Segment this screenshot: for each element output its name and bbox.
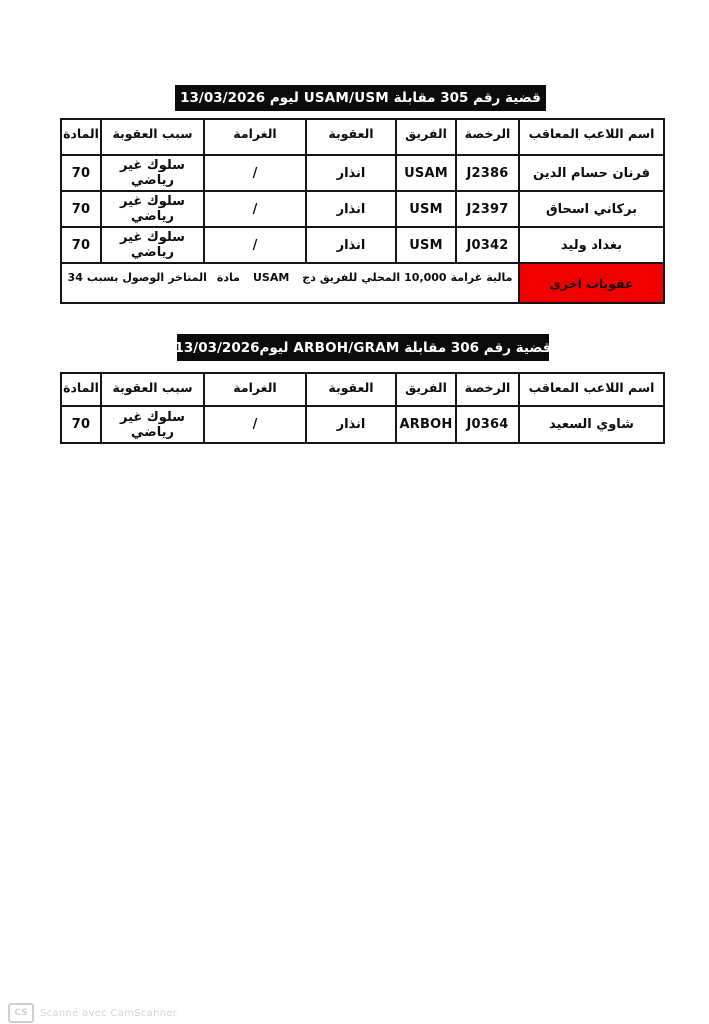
table-row: [61, 406, 664, 443]
token: بسبب: [86, 271, 119, 284]
camscanner-watermark-text: Scanné avec CamScanner: [40, 1007, 178, 1019]
cell-license: J2397: [456, 191, 519, 227]
token: المتاخر: [168, 271, 207, 284]
other-penalties-label: عقوبات اخرى: [519, 263, 664, 303]
token: غرامة: [450, 271, 483, 284]
case-305-title: قضية رقم 305 مقابلة USAM/USM ليوم 13/03/2026: [180, 90, 541, 106]
cell-license: J2386: [456, 155, 519, 191]
cell-reason: سلوك غير رياضي: [101, 406, 204, 443]
token: المحلي: [361, 271, 401, 284]
case-306-penalties-table: [60, 372, 665, 444]
token-team-code: USAM: [252, 271, 290, 284]
header-penalty: العقوبة: [306, 119, 396, 155]
cell-player-name: شاوي السعيد: [519, 406, 664, 443]
header-reason: سبب العقوبة: [101, 119, 204, 155]
token: مالية: [486, 271, 513, 284]
table-row: [61, 227, 664, 263]
cell-fine: /: [204, 191, 306, 227]
cell-team: USAM: [396, 155, 456, 191]
cell-article: 70: [61, 406, 101, 443]
case-306-title: قضية رقم 306 مقابلة ARBOH/GRAM ليوم13/03/2026: [174, 339, 552, 356]
camscanner-logo-icon: CS: [8, 1003, 34, 1023]
cell-article: 70: [61, 191, 101, 227]
table-row: [61, 155, 664, 191]
token: دج: [302, 271, 316, 284]
cell-reason: سلوك غير رياضي: [101, 155, 204, 191]
cell-license: J0342: [456, 227, 519, 263]
header-team: الفريق: [396, 373, 456, 406]
cell-team: ARBOH: [396, 406, 456, 443]
case-306-title-bar: [174, 334, 552, 361]
cell-penalty: انذار: [306, 155, 396, 191]
token: مادة: [216, 271, 240, 284]
cell-article: 70: [61, 227, 101, 263]
header-player-name: اسم اللاعب المعاقب: [519, 373, 664, 406]
case-305-penalties-table: [60, 118, 665, 304]
cell-fine: /: [204, 406, 306, 443]
cell-player-name: فرنان حسام الدين: [519, 155, 664, 191]
header-penalty: العقوبة: [306, 373, 396, 406]
header-team: الفريق: [396, 119, 456, 155]
cell-penalty: انذار: [306, 191, 396, 227]
cell-fine: /: [204, 155, 306, 191]
token-amount: 10,000: [404, 271, 447, 284]
cell-fine: /: [204, 227, 306, 263]
table-header-row: [61, 119, 664, 155]
cell-player-name: بركاني اسحاق: [519, 191, 664, 227]
other-penalties-content: [61, 263, 519, 303]
header-reason: سبب العقوبة: [101, 373, 204, 406]
cell-reason: سلوك غير رياضي: [101, 191, 204, 227]
table-row: [61, 191, 664, 227]
header-player-name: اسم اللاعب المعاقب: [519, 119, 664, 155]
cell-reason: سلوك غير رياضي: [101, 227, 204, 263]
header-license: الرخصة: [456, 373, 519, 406]
header-license: الرخصة: [456, 119, 519, 155]
cell-team: USM: [396, 191, 456, 227]
cell-article: 70: [61, 155, 101, 191]
header-fine: الغرامة: [204, 119, 306, 155]
token: 34: [67, 271, 83, 284]
header-article: المادة: [61, 373, 101, 406]
other-penalties-row: [61, 263, 664, 303]
table-header-row: [61, 373, 664, 406]
token: الوصول: [122, 271, 165, 284]
token: للفريق: [319, 271, 358, 284]
camscanner-watermark: [8, 1003, 177, 1023]
cell-penalty: انذار: [306, 227, 396, 263]
other-penalties-text: [62, 271, 518, 284]
header-article: المادة: [61, 119, 101, 155]
case-305-title-bar: [175, 85, 546, 111]
cell-player-name: بغداد وليد: [519, 227, 664, 263]
cell-license: J0364: [456, 406, 519, 443]
header-fine: الغرامة: [204, 373, 306, 406]
cell-team: USM: [396, 227, 456, 263]
cell-penalty: انذار: [306, 406, 396, 443]
